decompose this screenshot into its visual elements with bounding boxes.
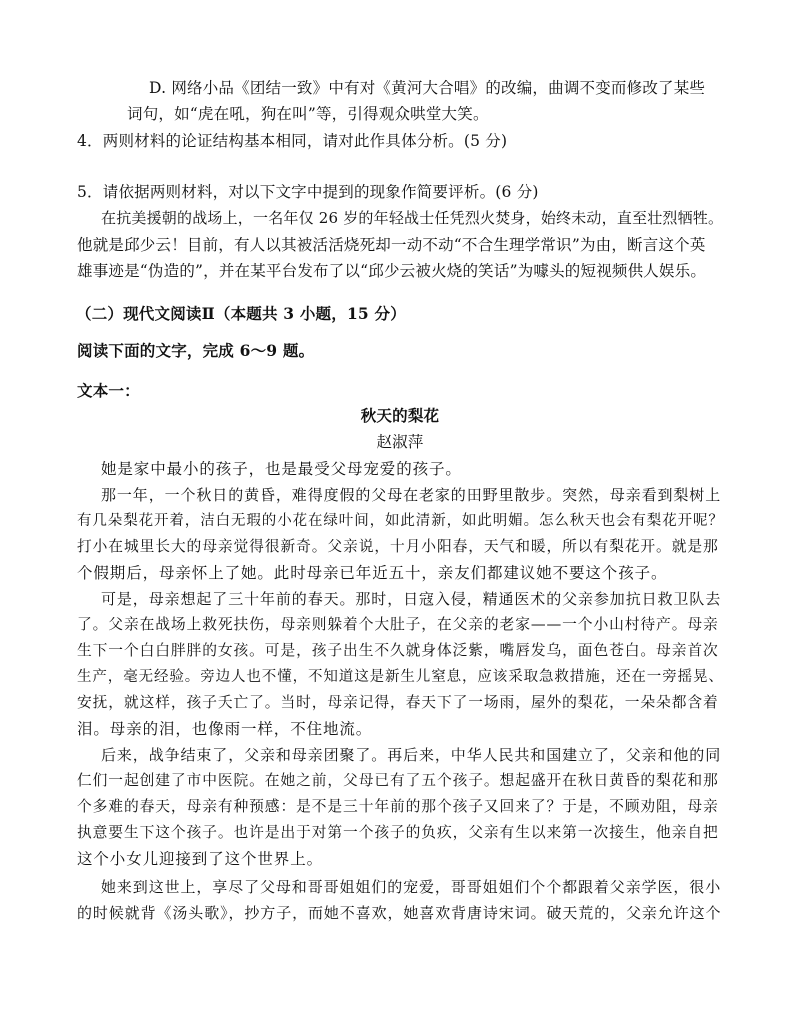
story-title: 秋天的梨花 bbox=[360, 406, 440, 425]
option-d-line-1: D. 网络小品《团结一致》中有对《黄河大合唱》的改编，曲调不变而修改了某些 bbox=[149, 79, 706, 97]
story-author: 赵淑萍 bbox=[376, 433, 424, 451]
question-5: 5．请依据两则材料，对以下文字中提到的现象作简要评析。(6 分) bbox=[77, 183, 539, 201]
story-line: 她是家中最小的孩子，也是最受父母宠爱的孩子。 bbox=[101, 460, 462, 478]
story-line: 后来，战争结束了，父亲和母亲团聚了。再后来，中华人民共和国建立了，父亲和他的同 bbox=[101, 746, 722, 764]
story-line: 仁们一起创建了市中医院。在她之前，父母已有了五个孩子。想起盛开在秋日黄昏的梨花和那 bbox=[77, 772, 719, 789]
story-line: 这个小女儿迎接到了这个世界上。 bbox=[77, 850, 324, 868]
story-line: 泪。母亲的泪，也像雨一样，不住地流。 bbox=[77, 720, 373, 738]
story-line: 生产，毫无经验。旁边人也不懂，不知道这是新生儿窒息，应该采取急救措施，还在一旁摇晃、 bbox=[77, 669, 724, 685]
question-5-paragraph-line: 雄事迹是“伪造的”，并在某平台发布了以“邱少云被火烧的笑话”为噱头的短视频供人娱乐。 bbox=[77, 262, 707, 280]
story-line: 那一年，一个秋日的黄昏，难得度假的父母在老家的田野里散步。突然，母亲看到梨树上 bbox=[101, 486, 722, 504]
question-4: 4．两则材料的论证结构基本相同，请对此作具体分析。(5 分) bbox=[77, 132, 508, 150]
story-line: 打小在城里长大的母亲觉得很新奇。父亲说，十月小阳春，天气和暖，所以有梨花开。就是那 bbox=[77, 538, 719, 555]
option-d-line-2: 词句，如“虎在吼，狗在叫”等，引得观众哄堂大笑。 bbox=[127, 105, 489, 123]
story-line: 生下一个白白胖胖的女孩。可是，孩子出生不久就身体泛紫，嘴唇发乌，面色苍白。母亲首次 bbox=[77, 642, 719, 659]
story-line: 她来到这世上，享尽了父母和哥哥姐姐们的宠爱，哥哥姐姐们个个都跟着父亲学医，很小 bbox=[101, 878, 722, 896]
question-5-paragraph-line: 他就是邱少云！目前，有人以其被活活烧死却一动不动“不合生理学常识”为由，断言这个英 bbox=[77, 236, 706, 254]
section-heading: （二）现代文阅读Ⅱ（本题共 3 小题，15 分） bbox=[76, 304, 406, 323]
question-5-paragraph-line: 在抗美援朝的战场上，一名年仅 26 岁的年轻战士任凭烈火焚身，始终未动，直至壮烈牺牲。 bbox=[101, 209, 724, 227]
reading-instruction: 阅读下面的文字，完成 6～9 题。 bbox=[77, 341, 315, 360]
story-line: 有几朵梨花开着，洁白无瑕的小花在绿叶间，如此清新，如此明媚。怎么秋天也会有梨花开呢？ bbox=[77, 513, 724, 529]
story-line: 的时候就背《汤头歌》，抄方子，而她不喜欢，她喜欢背唐诗宋词。破天荒的，父亲允许这个 bbox=[77, 904, 722, 922]
text-one-label: 文本一： bbox=[77, 381, 140, 400]
story-line: 可是，母亲想起了三十年前的春天。那时，日寇入侵，精通医术的父亲参加抗日救卫队去 bbox=[101, 590, 722, 608]
story-line: 执意要生下这个孩子。也许是出于对第一个孩子的负疚，父亲有生以来第一次接生，他亲自把 bbox=[77, 824, 719, 841]
story-line: 个多难的春天，母亲有种预感：是不是三十年前的那个孩子又回来了？于是，不顾劝阻，母亲 bbox=[77, 798, 719, 815]
story-line: 了。父亲在战场上救死扶伤，母亲则躲着个大肚子，在父亲的老家——一个小山村待产。母亲 bbox=[77, 616, 719, 633]
story-line: 安抚，就这样，孩子夭亡了。当时，母亲记得，春天下了一场雨，屋外的梨花，一朵朵都含着 bbox=[77, 694, 719, 711]
story-line: 个假期后，母亲怀上了她。此时母亲已年近五十，亲友们都建议她不要这个孩子。 bbox=[77, 564, 668, 582]
